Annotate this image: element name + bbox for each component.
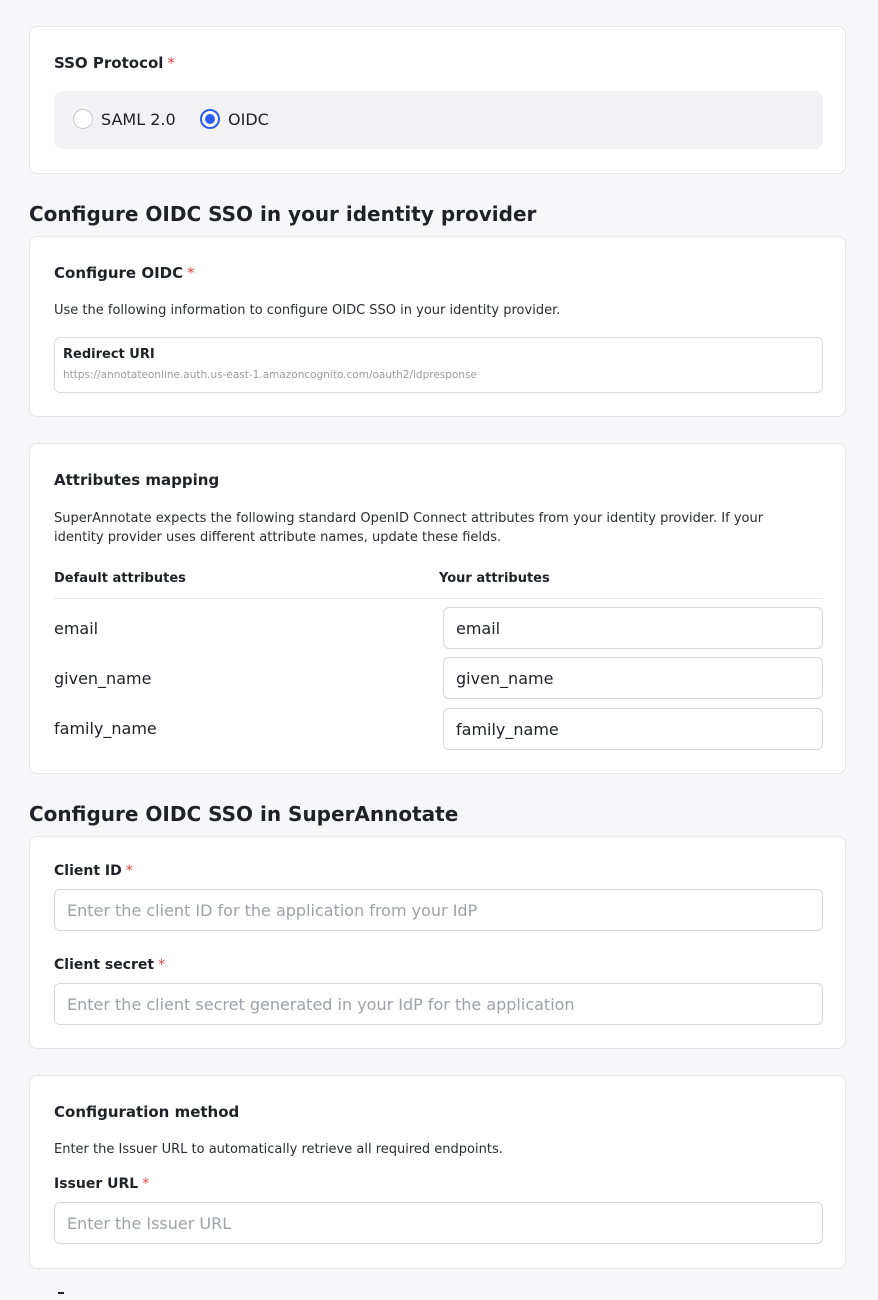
required-mark: * (142, 1176, 150, 1192)
issuer-url-label (54, 1176, 149, 1192)
your-attributes-header: Your attributes (439, 571, 550, 586)
attribute-input-given-name[interactable] (443, 657, 823, 699)
attributes-mapping-description: SuperAnnotate expects the following standard OpenID Connect attributes from your identity provider. If your identity provider uses different attribute names, update these fields. (54, 511, 764, 545)
radio-oidc[interactable] (200, 109, 269, 129)
redirect-uri-label: Redirect URI (63, 347, 155, 362)
configure-oidc-description: Use the following information to configure OIDC SSO in your identity provider. (54, 303, 561, 318)
client-secret-input[interactable] (54, 983, 823, 1025)
radio-oidc-circle[interactable] (200, 109, 220, 129)
table-divider (54, 598, 823, 599)
required-mark: * (125, 863, 133, 879)
default-attributes-header: Default attributes (54, 571, 186, 586)
client-id-label-text: Client ID (54, 863, 122, 879)
redirect-uri-box (54, 337, 823, 393)
attributes-mapping-card (29, 443, 846, 774)
client-id-label (54, 863, 133, 879)
sso-protocol-label (54, 54, 175, 72)
configuration-method-description: Enter the Issuer URL to automatically retrieve all required endpoints. (54, 1142, 503, 1157)
attribute-input-email[interactable] (443, 607, 823, 649)
issuer-url-label-text: Issuer URL (54, 1176, 139, 1192)
client-id-input[interactable] (54, 889, 823, 931)
required-mark: * (158, 957, 166, 973)
required-mark: * (167, 54, 175, 72)
configure-oidc-label-text: Configure OIDC (54, 264, 184, 282)
radio-oidc-label: OIDC (228, 109, 269, 129)
idp-section-title: Configure OIDC SSO in your identity provider (29, 202, 537, 226)
configure-oidc-card (29, 236, 846, 417)
sso-protocol-card (29, 26, 846, 174)
radio-saml[interactable] (73, 109, 176, 129)
configuration-method-title: Configuration method (54, 1103, 240, 1121)
default-attribute-given-name: given_name (54, 669, 152, 688)
client-credentials-card (29, 836, 846, 1049)
redirect-uri-value[interactable]: https://annotateonline.auth.us-east-1.amazoncognito.com/oauth2/idpresponse (63, 369, 477, 381)
default-attribute-family-name: family_name (54, 719, 157, 738)
radio-saml-label: SAML 2.0 (101, 109, 176, 129)
sa-section-title: Configure OIDC SSO in SuperAnnotate (29, 802, 459, 826)
radio-saml-circle[interactable] (73, 109, 93, 129)
issuer-url-input[interactable] (54, 1202, 823, 1244)
protocol-radio-group (54, 91, 823, 149)
configure-oidc-label (54, 264, 195, 282)
client-secret-label (54, 957, 165, 973)
sso-protocol-label-text: SSO Protocol (54, 54, 164, 72)
next-section-edge (58, 1292, 64, 1300)
attribute-input-family-name[interactable] (443, 708, 823, 750)
client-secret-label-text: Client secret (54, 957, 155, 973)
configuration-method-card (29, 1075, 846, 1269)
default-attribute-email: email (54, 619, 99, 638)
attributes-mapping-title: Attributes mapping (54, 471, 220, 489)
required-mark: * (187, 264, 195, 282)
